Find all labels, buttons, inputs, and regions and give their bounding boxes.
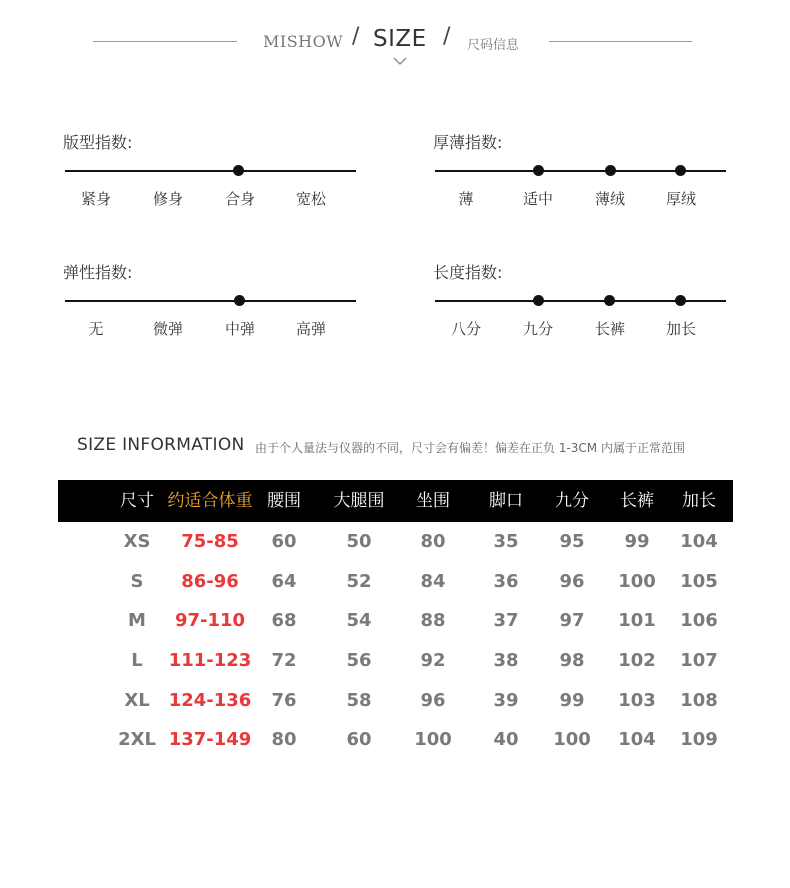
- cell-full-length: 100: [618, 570, 656, 592]
- column-header-weight: 约适合体重: [167, 491, 253, 511]
- cell-hem: 39: [493, 689, 519, 711]
- cell-hem: 36: [493, 570, 519, 592]
- column-header-extra-long: 加长: [682, 491, 716, 511]
- cell-hip: 80: [420, 531, 446, 552]
- cell-waist: 76: [271, 689, 297, 711]
- index-label: 修身: [152, 190, 183, 208]
- cell-hem: 35: [493, 531, 519, 552]
- cell-extra-long: 108: [680, 689, 718, 711]
- size-info-note: 由于个人量法与仪器的不同，尺寸会有偏差！偏差在正负 1-3CM 内属于正常范围: [255, 441, 685, 455]
- column-header-waist: 腰围: [267, 491, 301, 511]
- cell-thigh: 56: [346, 650, 372, 672]
- cell-extra-long: 107: [680, 650, 718, 672]
- column-header-hip: 坐围: [416, 491, 450, 511]
- cell-weight: 137-149: [168, 729, 252, 751]
- index-marker: [533, 295, 544, 306]
- index-label: 薄: [458, 190, 474, 208]
- length-index: [433, 260, 733, 340]
- index-label: 微弹: [152, 320, 183, 338]
- size-table: [58, 480, 733, 760]
- cell-size: XS: [123, 531, 151, 552]
- index-marker: [675, 165, 686, 176]
- index-marker: [233, 165, 244, 176]
- size-info-title: SIZE INFORMATION: [77, 435, 245, 455]
- table-row: [58, 720, 733, 760]
- column-header-hem: 脚口: [489, 491, 523, 511]
- cell-size: M: [128, 610, 146, 632]
- cell-waist: 72: [271, 650, 297, 672]
- thickness-index: [433, 130, 733, 210]
- table-row: [58, 562, 733, 602]
- column-header-thigh: 大腿围: [333, 491, 385, 511]
- index-label: 无: [88, 320, 104, 338]
- index-marker: [533, 165, 544, 176]
- cell-waist: 68: [271, 610, 297, 632]
- cell-hip: 88: [420, 610, 446, 632]
- index-marker: [605, 165, 616, 176]
- page-header: [0, 22, 790, 62]
- cell-ankle-length: 95: [559, 531, 585, 552]
- cell-hem: 37: [493, 610, 519, 632]
- cell-ankle-length: 97: [559, 610, 585, 632]
- index-marker: [675, 295, 686, 306]
- cell-waist: 80: [271, 729, 297, 751]
- cell-thigh: 50: [346, 531, 372, 552]
- cell-size: 2XL: [118, 729, 156, 751]
- index-label: 适中: [522, 190, 553, 208]
- cell-weight: 97-110: [174, 610, 246, 632]
- cell-hem: 38: [493, 650, 519, 672]
- index-label: 八分: [450, 320, 481, 338]
- column-header-full-length: 长裤: [620, 491, 654, 511]
- cell-full-length: 99: [624, 531, 650, 552]
- header-slash-left: /: [352, 24, 360, 49]
- header-divider-right: [549, 41, 692, 42]
- index-label: 合身: [224, 190, 255, 208]
- cell-hem: 40: [493, 729, 519, 751]
- index-scale: [65, 170, 356, 172]
- index-label: 宽松: [295, 190, 326, 208]
- elasticity-index: [63, 260, 363, 340]
- table-body: [58, 522, 733, 760]
- column-header-size: 尺寸: [120, 491, 154, 511]
- index-label: 长裤: [594, 320, 625, 338]
- cell-size: XL: [124, 689, 150, 711]
- page-subtitle: 尺码信息: [467, 38, 520, 53]
- cell-ankle-length: 98: [559, 650, 585, 672]
- index-title: 弹性指数:: [63, 263, 133, 282]
- cell-size: S: [130, 570, 144, 592]
- brand-name: MISHOW: [263, 32, 344, 51]
- cell-full-length: 104: [618, 729, 656, 751]
- index-label: 紧身: [80, 190, 111, 208]
- index-marker: [604, 295, 615, 306]
- header-slash-right: /: [443, 24, 451, 49]
- cell-hip: 92: [420, 650, 446, 672]
- index-label: 薄绒: [594, 190, 625, 208]
- cell-extra-long: 105: [680, 570, 718, 592]
- table-header: [58, 480, 733, 522]
- cell-full-length: 102: [618, 650, 656, 672]
- cell-extra-long: 106: [680, 610, 718, 632]
- index-label: 中弹: [224, 320, 255, 338]
- column-header-ankle-length: 九分: [555, 491, 589, 511]
- index-label: 九分: [522, 320, 553, 338]
- cell-ankle-length: 100: [553, 729, 591, 751]
- index-title: 版型指数:: [63, 133, 133, 152]
- index-title: 长度指数:: [433, 263, 503, 282]
- index-label: 高弹: [295, 320, 326, 338]
- cell-hip: 100: [414, 729, 452, 751]
- index-title: 厚薄指数:: [433, 133, 503, 152]
- cell-thigh: 52: [346, 570, 372, 592]
- cell-waist: 60: [271, 531, 297, 552]
- cell-thigh: 60: [346, 729, 372, 751]
- cell-full-length: 103: [618, 689, 656, 711]
- table-row: [58, 522, 733, 562]
- index-marker: [234, 295, 245, 306]
- cell-hip: 84: [420, 570, 446, 592]
- cell-thigh: 54: [346, 610, 372, 632]
- chevron-down-icon: [393, 56, 407, 66]
- index-label: 加长: [665, 320, 696, 338]
- index-scale: [65, 300, 356, 302]
- header-divider-left: [93, 41, 237, 42]
- cell-weight: 75-85: [181, 531, 239, 552]
- cell-full-length: 101: [618, 610, 656, 632]
- table-row: [58, 641, 733, 681]
- cell-extra-long: 109: [680, 729, 718, 751]
- cell-weight: 111-123: [168, 650, 252, 672]
- cell-thigh: 58: [346, 689, 372, 711]
- cell-waist: 64: [271, 570, 297, 592]
- index-label: 厚绒: [665, 190, 696, 208]
- cell-size: L: [131, 650, 143, 672]
- cell-ankle-length: 96: [559, 570, 585, 592]
- cell-weight: 86-96: [181, 570, 239, 592]
- cell-extra-long: 104: [680, 531, 718, 552]
- cell-ankle-length: 99: [559, 689, 585, 711]
- page-title: SIZE: [373, 26, 427, 52]
- fit-index: [63, 130, 363, 210]
- cell-hip: 96: [420, 689, 446, 711]
- table-row: [58, 601, 733, 641]
- table-row: [58, 681, 733, 721]
- cell-weight: 124-136: [168, 689, 252, 711]
